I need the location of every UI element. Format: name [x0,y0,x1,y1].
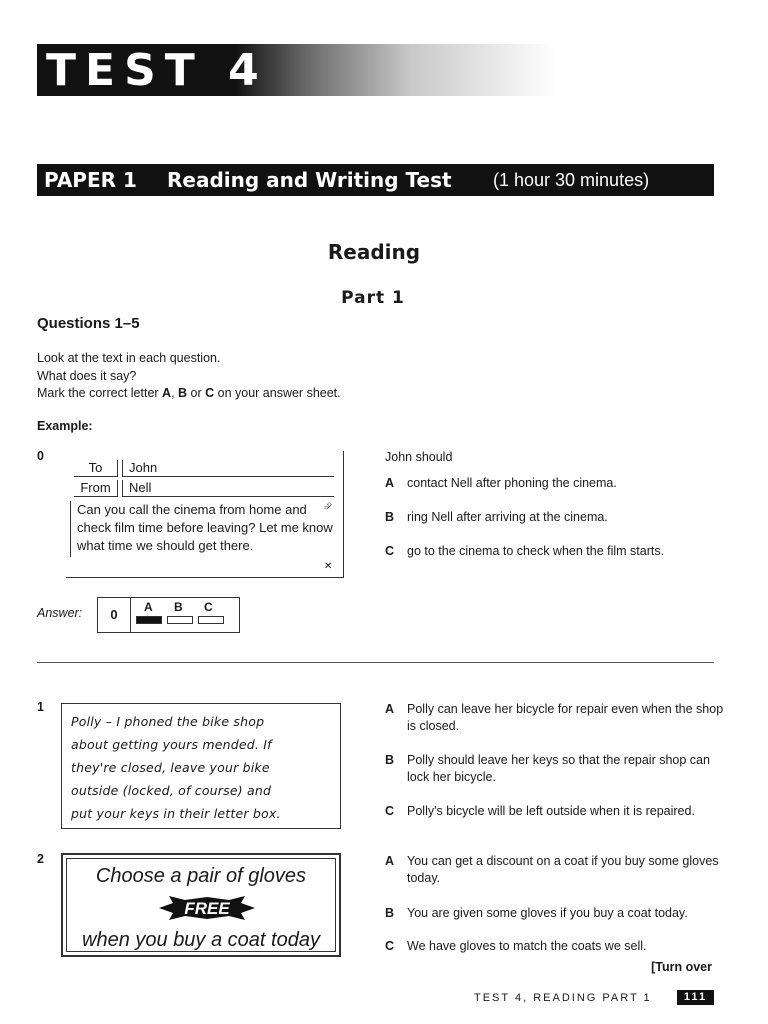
memo-body: Can you call the cinema from home and check film time before leaving? Let me know what time we should get there. [70,501,338,557]
paper-number: PAPER 1 [44,168,137,192]
option-c: C go to the cinema to check when the film starts. [385,544,665,558]
note-line: outside (locked, of course) and [71,783,272,798]
section-heading: Reading [327,240,421,264]
note-line: put your keys in their letter box. [71,806,281,821]
answer-letter-b: B [174,600,183,614]
questions-heading: Questions 1–5 [37,315,140,332]
free-burst-icon [159,896,255,920]
option-a: A Polly can leave her bicycle for repair even when the shop is closed. [385,702,724,733]
instruction-line: Look at the text in each question. [37,351,221,365]
footer-section: TEST 4, READING PART 1 [474,992,652,1004]
note-line: about getting yours mended. If [71,737,272,752]
note-line: Polly – I phoned the bike shop [71,714,265,729]
answer-label: Answer: [37,606,83,620]
option-a: A contact Nell after phoning the cinema. [385,476,617,490]
option-b: B Polly should leave her keys so that the repair shop can lock her bicycle. [385,753,710,784]
option-c: C We have gloves to match the coats we sell. [385,939,647,953]
option-b: B ring Nell after arriving at the cinema. [385,510,608,524]
note-line: they're closed, leave your bike [71,760,270,775]
test-title: TEST 4 [46,45,268,96]
instruction-line: What does it say? [37,368,137,383]
answer-letter-c: C [204,600,213,614]
handwritten-note [61,703,341,829]
instructions [37,350,341,403]
example-stem: John should [385,450,453,464]
memo-from-value: Nell [122,480,334,497]
page-number: 111 [677,990,714,1005]
memo-to-label: To [74,460,118,477]
answer-mark-a[interactable] [136,616,162,624]
divider [37,662,714,663]
option-c: C Polly's bicycle will be left outside when it is repaired. [385,804,695,818]
memo-from-label: From [74,480,118,497]
option-b: B You are given some gloves if you buy a coat today. [385,906,688,920]
question-number: 2 [37,852,44,866]
paper-header-bar [37,164,714,196]
part-heading: Part 1 [341,288,405,308]
answer-number: 0 [98,598,131,632]
close-icon: ✕ [324,561,333,572]
question-number: 0 [37,449,44,463]
ad-headline: Choose a pair of gloves [95,865,307,887]
option-a: A You can get a discount on a coat if you buy some gloves today. [385,854,719,885]
answer-mark-c[interactable] [198,616,224,624]
instruction-line: Mark the correct letter A, B or C on your answer sheet. [37,386,341,400]
ad-tagline: when you buy a coat today [82,929,320,951]
scroll-up-icon: ⮵ [324,501,332,512]
answer-box [97,597,240,633]
paper-duration: (1 hour 30 minutes) [493,170,650,190]
answer-letter-a: A [144,600,153,614]
answer-mark-b[interactable] [167,616,193,624]
example-label: Example: [37,419,93,433]
memo [66,451,344,578]
question-number: 1 [37,700,44,714]
advertisement [61,853,341,957]
ad-free-text: FREE [184,899,230,918]
memo-to-value: John [122,460,334,477]
turn-over-label: [Turn over [651,960,712,974]
paper-name: Reading and Writing Test [167,168,452,192]
